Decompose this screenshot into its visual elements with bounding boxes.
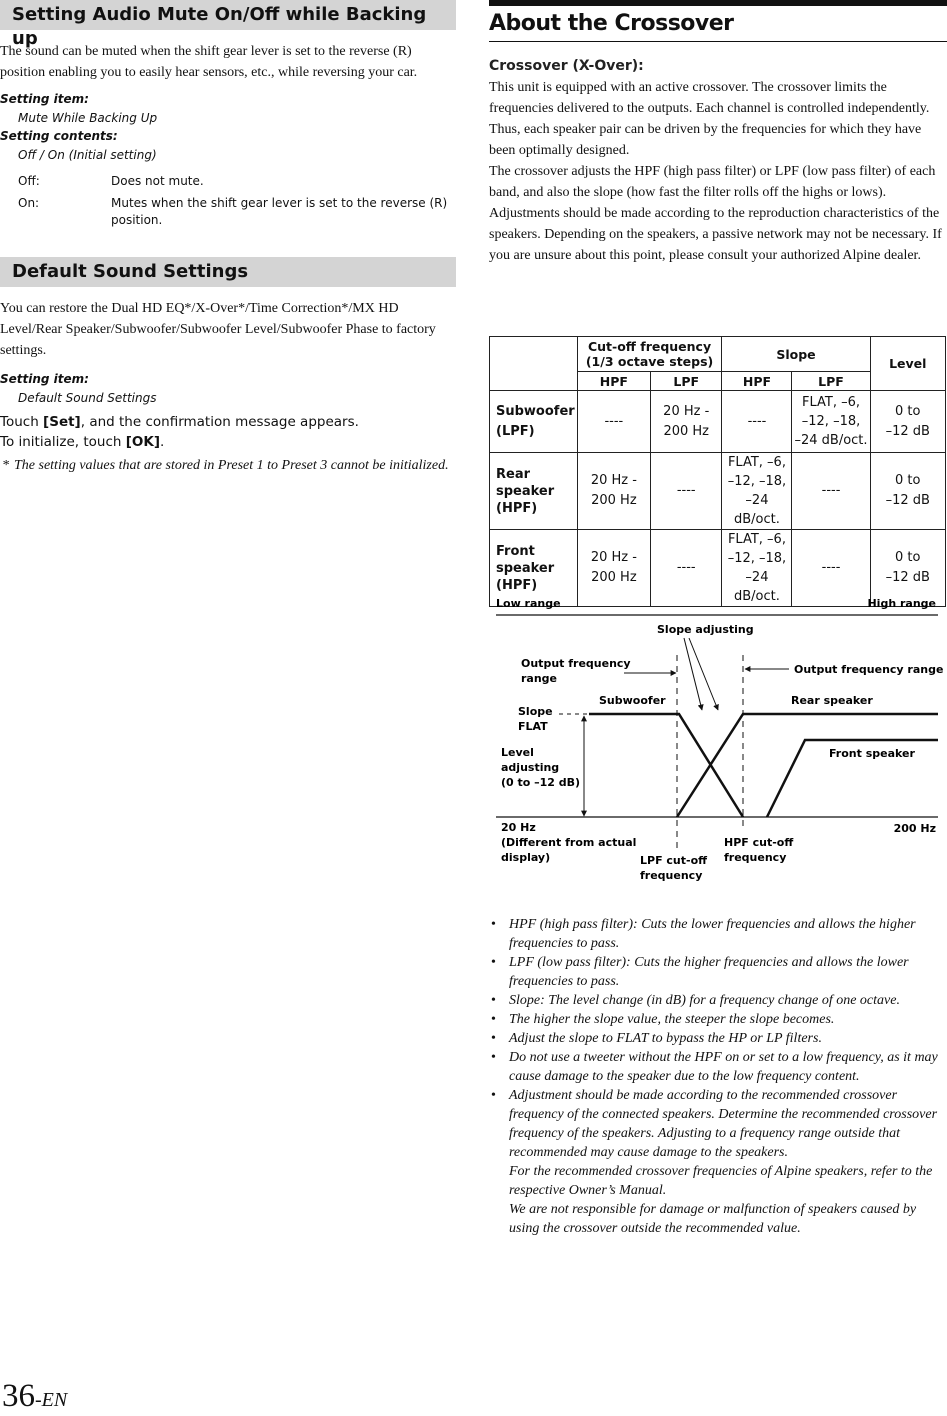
- bullet: •: [491, 1012, 496, 1027]
- front-speaker-label: Front speaker: [829, 747, 915, 760]
- default-setting-item-value: Default Sound Settings: [18, 391, 157, 405]
- cell-line: –12 dB: [885, 570, 930, 585]
- output-freq-right-label: Output frequency range: [794, 663, 944, 676]
- row-name-line: (HPF): [496, 500, 538, 516]
- cell-line: –24 dB/oct.: [734, 493, 780, 527]
- bullet: •: [491, 1088, 496, 1103]
- off-term: Off:: [18, 174, 40, 188]
- slope-adjusting-label: Slope adjusting: [657, 623, 754, 636]
- touch-suffix: , and the confirmation message appears.: [80, 414, 359, 430]
- bullet: •: [491, 917, 496, 932]
- cell-line: 200 Hz: [591, 493, 637, 508]
- high-range-label: High range: [867, 597, 936, 610]
- note-text: LPF (low pass filter): Cuts the higher frequencies and allows the lower frequencies to pass.: [509, 955, 909, 989]
- footnote: [0, 456, 456, 475]
- off-desc: Does not mute.: [111, 174, 204, 188]
- level-adjusting-label: [501, 746, 580, 789]
- init-prefix: To initialize, touch: [0, 434, 126, 450]
- cell-slope-lpf: ----: [792, 530, 870, 607]
- cell-line: –24 dB/oct.: [794, 433, 868, 448]
- on-option: [0, 195, 456, 231]
- cell-slope-lpf: ----: [792, 453, 870, 530]
- rear-speaker-label: Rear speaker: [791, 694, 873, 707]
- label-line: (Different from actual: [501, 836, 637, 849]
- note-text: HPF (high pass filter): Cuts the lower frequencies and allows the higher frequencies to pass.: [509, 917, 916, 951]
- mute-intro: The sound can be muted when the shift gear lever is set to the reverse (R) position enabling you to easily hear sensors, etc., while reversing your car.: [0, 44, 418, 80]
- label-line: frequency: [640, 869, 703, 882]
- 20hz-label: [501, 821, 636, 864]
- note-text: Slope: The level change (in dB) for a frequency change of one octave.: [509, 993, 900, 1008]
- slope-lpf-header: LPF: [792, 372, 870, 391]
- label-line: (0 to –12 dB): [501, 776, 581, 789]
- label-line: HPF cut-off: [724, 836, 794, 849]
- cell-line: 0 to: [895, 403, 921, 419]
- cell-cutoff-lpf: ----: [651, 453, 722, 530]
- mute-setting-contents-value: Off / On (Initial setting): [18, 148, 157, 162]
- label-line: FLAT: [518, 720, 548, 733]
- label-line: Output frequency: [521, 657, 631, 670]
- touch-ok-line: [0, 432, 456, 452]
- cell-line: 20 Hz -: [663, 403, 710, 419]
- mute-setting-item-value: Mute While Backing Up: [18, 111, 158, 125]
- mute-section-heading: Setting Audio Mute On/Off while Backing up: [0, 0, 456, 30]
- list-item: [489, 1010, 945, 1029]
- row-name-line: Front: [496, 543, 535, 559]
- cutoff-header-line2: (1/3 octave steps): [585, 354, 714, 369]
- crossover-diagram: [489, 590, 945, 890]
- crossover-para-2: The crossover adjusts the HPF (high pass filter) or LPF (low pass filter) of each band, and also the slope (how fast the filter rolls off the highs or lows).: [489, 164, 936, 200]
- cell-cutoff-lpf: ----: [651, 530, 722, 607]
- cutoff-header-line1: Cut-off frequency: [587, 339, 712, 354]
- on-desc: Mutes when the shift gear lever is set to the reverse (R) position.: [111, 196, 448, 227]
- mute-setting-contents-label: Setting contents:: [0, 129, 118, 143]
- note-text: The higher the slope value, the steeper the slope becomes.: [509, 1012, 835, 1027]
- bullet: •: [491, 1031, 496, 1046]
- label-line: adjusting: [501, 761, 560, 774]
- low-range-label: Low range: [496, 597, 561, 610]
- row-name-line: speaker: [496, 483, 555, 499]
- rear-speaker-curve: [677, 714, 938, 817]
- slope-hpf-header: HPF: [722, 372, 792, 391]
- table-row: [490, 391, 946, 453]
- page-number-value: 36: [2, 1378, 35, 1414]
- level-header: Level: [870, 337, 945, 391]
- on-term: On:: [18, 196, 40, 210]
- ok-key: [OK]: [125, 434, 161, 450]
- default-intro: You can restore the Dual HD EQ*/X-Over*/Time Correction*/MX HD Level/Rear Speaker/Subwoofer/Subwoofer Level/Subwoofer Phase to factory settings.: [0, 301, 436, 358]
- cell-slope-lpf: [792, 391, 870, 453]
- page-number-suffix: -EN: [35, 1389, 68, 1411]
- cutoff-hpf-header: HPF: [577, 372, 650, 391]
- label-line: Slope: [518, 705, 553, 718]
- hpf-cutoff-label: [724, 836, 793, 864]
- note-text: We are not responsible for damage or malfunction of speakers caused by using the crossover outside the recommended value.: [509, 1202, 917, 1236]
- off-option: [0, 173, 456, 191]
- cutoff-lpf-header: LPF: [651, 372, 722, 391]
- row-name-line: Subwoofer: [496, 403, 575, 419]
- row-name: [490, 453, 578, 530]
- default-setting-item-label: Setting item:: [0, 372, 89, 386]
- cell-line: 20 Hz -: [590, 550, 637, 565]
- cell-line: 0 to: [895, 473, 921, 488]
- label-line: frequency: [724, 851, 787, 864]
- slope-flat-label: [518, 705, 553, 733]
- cell-slope-hpf: [722, 453, 792, 530]
- bullet: •: [491, 1050, 496, 1065]
- cell-line: FLAT, –6,: [727, 455, 786, 470]
- table-corner: [490, 337, 578, 391]
- list-item: [489, 1029, 945, 1048]
- init-suffix: .: [160, 434, 165, 450]
- cell-slope-hpf: ----: [722, 391, 792, 453]
- 200hz-label: 200 Hz: [893, 822, 936, 835]
- cell-line: –12 dB: [885, 493, 930, 508]
- cell-level: [870, 391, 945, 453]
- crossover-para-3: Adjustments should be made according to the reproduction characteristics of the speakers. Depending on the speakers, a passive network may not be necessary. If you are unsure about this point, please consult your authorized Alpine dealer.: [489, 206, 942, 263]
- crossover-para-1: This unit is equipped with an active crossover. The crossover limits the frequencies delivered to the outputs. Each channel is controlled independently. Thus, each speaker pair can be driven by the frequencies for which they have been optimally designed.: [489, 80, 930, 158]
- row-name: [490, 391, 578, 453]
- cell-line: –12, –18,: [727, 551, 787, 566]
- right-column: [489, 0, 947, 266]
- about-crossover-title: About the Crossover: [489, 0, 947, 42]
- footnote-mark: *: [2, 458, 9, 473]
- list-item: [489, 953, 945, 991]
- set-key: [Set]: [43, 414, 81, 430]
- subwoofer-label: Subwoofer: [599, 694, 666, 707]
- cell-line: FLAT, –6,: [727, 532, 786, 547]
- crossover-table: [489, 336, 946, 607]
- list-item: [489, 1048, 945, 1086]
- footnote-text: The setting values that are stored in Preset 1 to Preset 3 cannot be initialized.: [14, 458, 449, 473]
- touch-prefix: Touch: [0, 414, 44, 430]
- cell-cutoff-lpf: [651, 391, 722, 453]
- cell-line: 20 Hz -: [590, 473, 637, 488]
- label-line: range: [521, 672, 558, 685]
- slope-header: Slope: [722, 337, 870, 372]
- page-number: [2, 1378, 67, 1415]
- touch-set-line: [0, 412, 456, 432]
- note-text: Adjust the slope to FLAT to bypass the HP or LP filters.: [509, 1031, 822, 1046]
- table-row: [490, 453, 946, 530]
- lpf-cutoff-label: [640, 854, 707, 882]
- list-item: [489, 1086, 945, 1238]
- mute-setting-item-label: Setting item:: [0, 92, 89, 106]
- cell-line: –24 dB/oct.: [734, 570, 780, 604]
- label-line: 20 Hz: [501, 821, 536, 834]
- output-freq-left-label: [521, 657, 631, 685]
- note-text: Adjustment should be made according to the recommended crossover frequency of the connected speakers. Determine the recommended crossover frequency of the speakers. Adjusting to a frequency range outside that recommended may cause damage to the speakers.: [509, 1088, 938, 1160]
- bullet: •: [491, 993, 496, 1008]
- cell-line: 200 Hz: [591, 570, 637, 585]
- cell-line: –12, –18,: [727, 474, 787, 489]
- subwoofer-curve: [589, 714, 743, 817]
- label-line: display): [501, 851, 551, 864]
- row-name-line: speaker: [496, 560, 555, 576]
- cell-line: –12, –18,: [801, 414, 861, 429]
- cell-cutoff-hpf: ----: [577, 391, 650, 453]
- cell-line: –12 dB: [885, 423, 930, 439]
- left-column: [0, 0, 456, 475]
- list-item: [489, 915, 945, 953]
- row-name-line: Rear: [496, 466, 531, 482]
- label-line: LPF cut-off: [640, 854, 708, 867]
- crossover-subheading: Crossover (X-Over):: [489, 58, 644, 74]
- cell-level: [870, 453, 945, 530]
- list-item: [489, 991, 945, 1010]
- bullet: •: [491, 955, 496, 970]
- cell-line: 0 to: [895, 550, 921, 565]
- cutoff-header: [577, 337, 722, 372]
- label-line: Level: [501, 746, 534, 759]
- note-text: Do not use a tweeter without the HPF on or set to a low frequency, as it may cause damage to the speaker due to the low frequency content.: [509, 1050, 938, 1084]
- cell-line: FLAT, –6,: [802, 395, 861, 410]
- note-text: For the recommended crossover frequencies of Alpine speakers, refer to the respective Owner’s Manual.: [509, 1164, 933, 1198]
- crossover-notes: [489, 915, 945, 1238]
- row-name-line: (LPF): [496, 423, 535, 439]
- cell-line: 200 Hz: [663, 423, 709, 439]
- cell-cutoff-hpf: [577, 453, 650, 530]
- row-name-line: (HPF): [496, 577, 538, 593]
- default-section-heading: Default Sound Settings: [0, 257, 456, 287]
